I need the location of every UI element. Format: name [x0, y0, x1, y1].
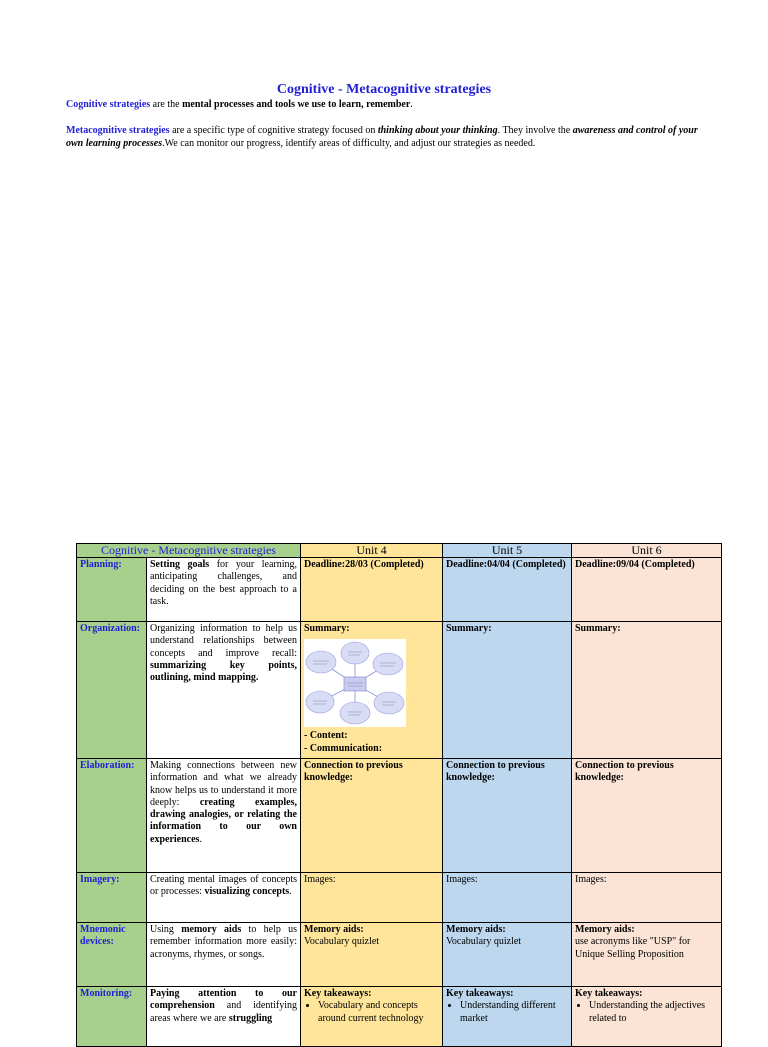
intro-text: . — [410, 99, 413, 110]
row-desc-mnemonic — [147, 923, 301, 987]
table-row — [77, 923, 722, 987]
cell-mnemonic-unit5 — [443, 923, 572, 987]
page-title: Cognitive - Metacognitive strategies — [276, 82, 492, 97]
cell-monitoring-unit6 — [572, 987, 722, 1047]
memory-aids-heading: Memory aids: — [575, 924, 635, 935]
cell-organization-unit4 — [301, 622, 443, 759]
summary-heading: Summary: — [575, 623, 621, 634]
desc-text: . — [199, 833, 202, 845]
row-label-imagery: Imagery: — [77, 873, 147, 923]
row-label-mnemonic: Mnemonic devices: — [77, 923, 147, 987]
row-label-elaboration: Elaboration: — [77, 759, 147, 873]
intro-emphasis: awareness and control of your own learning processes — [66, 125, 698, 149]
memory-aid-text: Vocabulary quizlet — [304, 936, 380, 948]
row-label-monitoring: Monitoring: — [77, 987, 147, 1047]
list-item: • Understanding different market — [460, 1000, 568, 1025]
cell-mnemonic-unit6 — [572, 923, 722, 987]
intro-cognitive — [66, 98, 706, 111]
cell-elaboration-unit5 — [443, 759, 572, 873]
intro-text: .We can monitor our progress, identify areas of difficulty, and adjust our strategies as needed. — [162, 138, 536, 149]
list-item: • Understanding the adjectives related to — [589, 1000, 718, 1025]
content-label: - Content: — [304, 730, 348, 742]
cell-elaboration-unit6 — [572, 759, 722, 873]
desc-text: Organizing information to help us understand relationships between concepts and improve recall: — [150, 623, 297, 659]
connection-heading: Connection to previous knowledge: — [446, 760, 545, 784]
row-desc-elaboration — [147, 759, 301, 873]
row-desc-organization — [147, 622, 301, 759]
header-unit4: Unit 4 — [301, 544, 443, 558]
intro-emphasis: thinking about your thinking — [377, 125, 498, 136]
deadline-text: Deadline:28/03 (Completed) — [304, 559, 424, 570]
cell-imagery-unit5: Images: — [443, 873, 572, 923]
table-row — [77, 759, 722, 873]
table-row — [77, 873, 722, 923]
desc-bold: Setting goals — [150, 559, 210, 570]
desc-text: to help us remember information more easily: acronyms, rhymes, or songs. — [150, 924, 297, 960]
summary-heading: Summary: — [304, 623, 350, 634]
desc-text: Making connections between new information and what we already know helps us to understand it more deeply: — [150, 760, 297, 808]
key-takeaways-heading: Key takeaways: — [446, 988, 514, 999]
strategies-table — [76, 543, 722, 1047]
key-takeaways-heading: Key takeaways: — [575, 988, 643, 999]
row-desc-planning — [147, 558, 301, 622]
memory-aid-text: use acronyms like "USP" for Unique Selling Proposition — [575, 936, 691, 960]
header-unit6: Unit 6 — [572, 544, 722, 558]
cell-imagery-unit6: Images: — [572, 873, 722, 923]
cell-imagery-unit4: Images: — [301, 873, 443, 923]
connection-heading: Connection to previous knowledge: — [575, 760, 674, 784]
term-cognitive: Cognitive strategies — [66, 99, 151, 110]
memory-aid-text: Vocabulary quizlet — [446, 936, 522, 948]
intro-bold: mental processes and tools we use to learn, remember — [182, 99, 411, 110]
deadline-text: Deadline:09/04 (Completed) — [575, 559, 695, 570]
cell-organization-unit5 — [443, 622, 572, 759]
desc-bold: memory aids — [181, 924, 242, 935]
cell-monitoring-unit5 — [443, 987, 572, 1047]
desc-text: Using — [150, 924, 182, 935]
intro-text: are the — [150, 99, 183, 110]
cell-organization-unit6 — [572, 622, 722, 759]
desc-bold: visualizing concepts — [204, 886, 290, 898]
key-takeaways-heading: Key takeaways: — [304, 988, 372, 999]
table-row — [77, 987, 722, 1047]
desc-text: and identifying areas where we are — [150, 1000, 297, 1024]
memory-aids-heading: Memory aids: — [304, 924, 364, 935]
communication-label: - Communication: — [304, 742, 383, 754]
header-strategies: Cognitive - Metacognitive strategies — [77, 544, 301, 558]
desc-text: Creating mental images of concepts or processes: — [150, 874, 297, 898]
table-row — [77, 622, 722, 759]
list-item: • Vocabulary and concepts around current technology — [318, 1000, 439, 1025]
table-header-row — [77, 544, 722, 558]
desc-bold: Paying attention to our comprehension — [150, 988, 297, 1012]
header-unit5: Unit 5 — [443, 544, 572, 558]
cell-monitoring-unit4 — [301, 987, 443, 1047]
connection-heading: Connection to previous knowledge: — [304, 760, 403, 784]
deadline-text: Deadline:04/04 (Completed) — [446, 559, 566, 570]
mind-map-image — [304, 639, 406, 727]
cell-planning-unit6 — [572, 558, 722, 622]
intro-text: are a specific type of cognitive strategy focused on — [169, 125, 378, 136]
desc-bold: summarizing key points, outlining, mind mapping. — [150, 659, 297, 684]
intro-metacognitive — [66, 124, 706, 150]
row-desc-monitoring — [147, 987, 301, 1047]
row-label-planning: Planning: — [77, 558, 147, 622]
row-label-organization: Organization: — [77, 622, 147, 759]
desc-text: for your learning, anticipating challenges, and deciding on the best approach to a task. — [150, 559, 297, 607]
cell-planning-unit5 — [443, 558, 572, 622]
desc-bold: creating examples, drawing analogies, or relating the information to our own experiences — [150, 796, 297, 845]
term-metacognitive: Metacognitive strategies — [66, 125, 170, 136]
cell-mnemonic-unit4 — [301, 923, 443, 987]
intro-text: . They involve the — [497, 125, 573, 136]
desc-bold: struggling — [228, 1012, 273, 1024]
table-row — [77, 558, 722, 622]
summary-heading: Summary: — [446, 623, 492, 634]
cell-planning-unit4 — [301, 558, 443, 622]
cell-elaboration-unit4 — [301, 759, 443, 873]
desc-text: . — [289, 886, 292, 898]
row-desc-imagery — [147, 873, 301, 923]
memory-aids-heading: Memory aids: — [446, 924, 506, 935]
